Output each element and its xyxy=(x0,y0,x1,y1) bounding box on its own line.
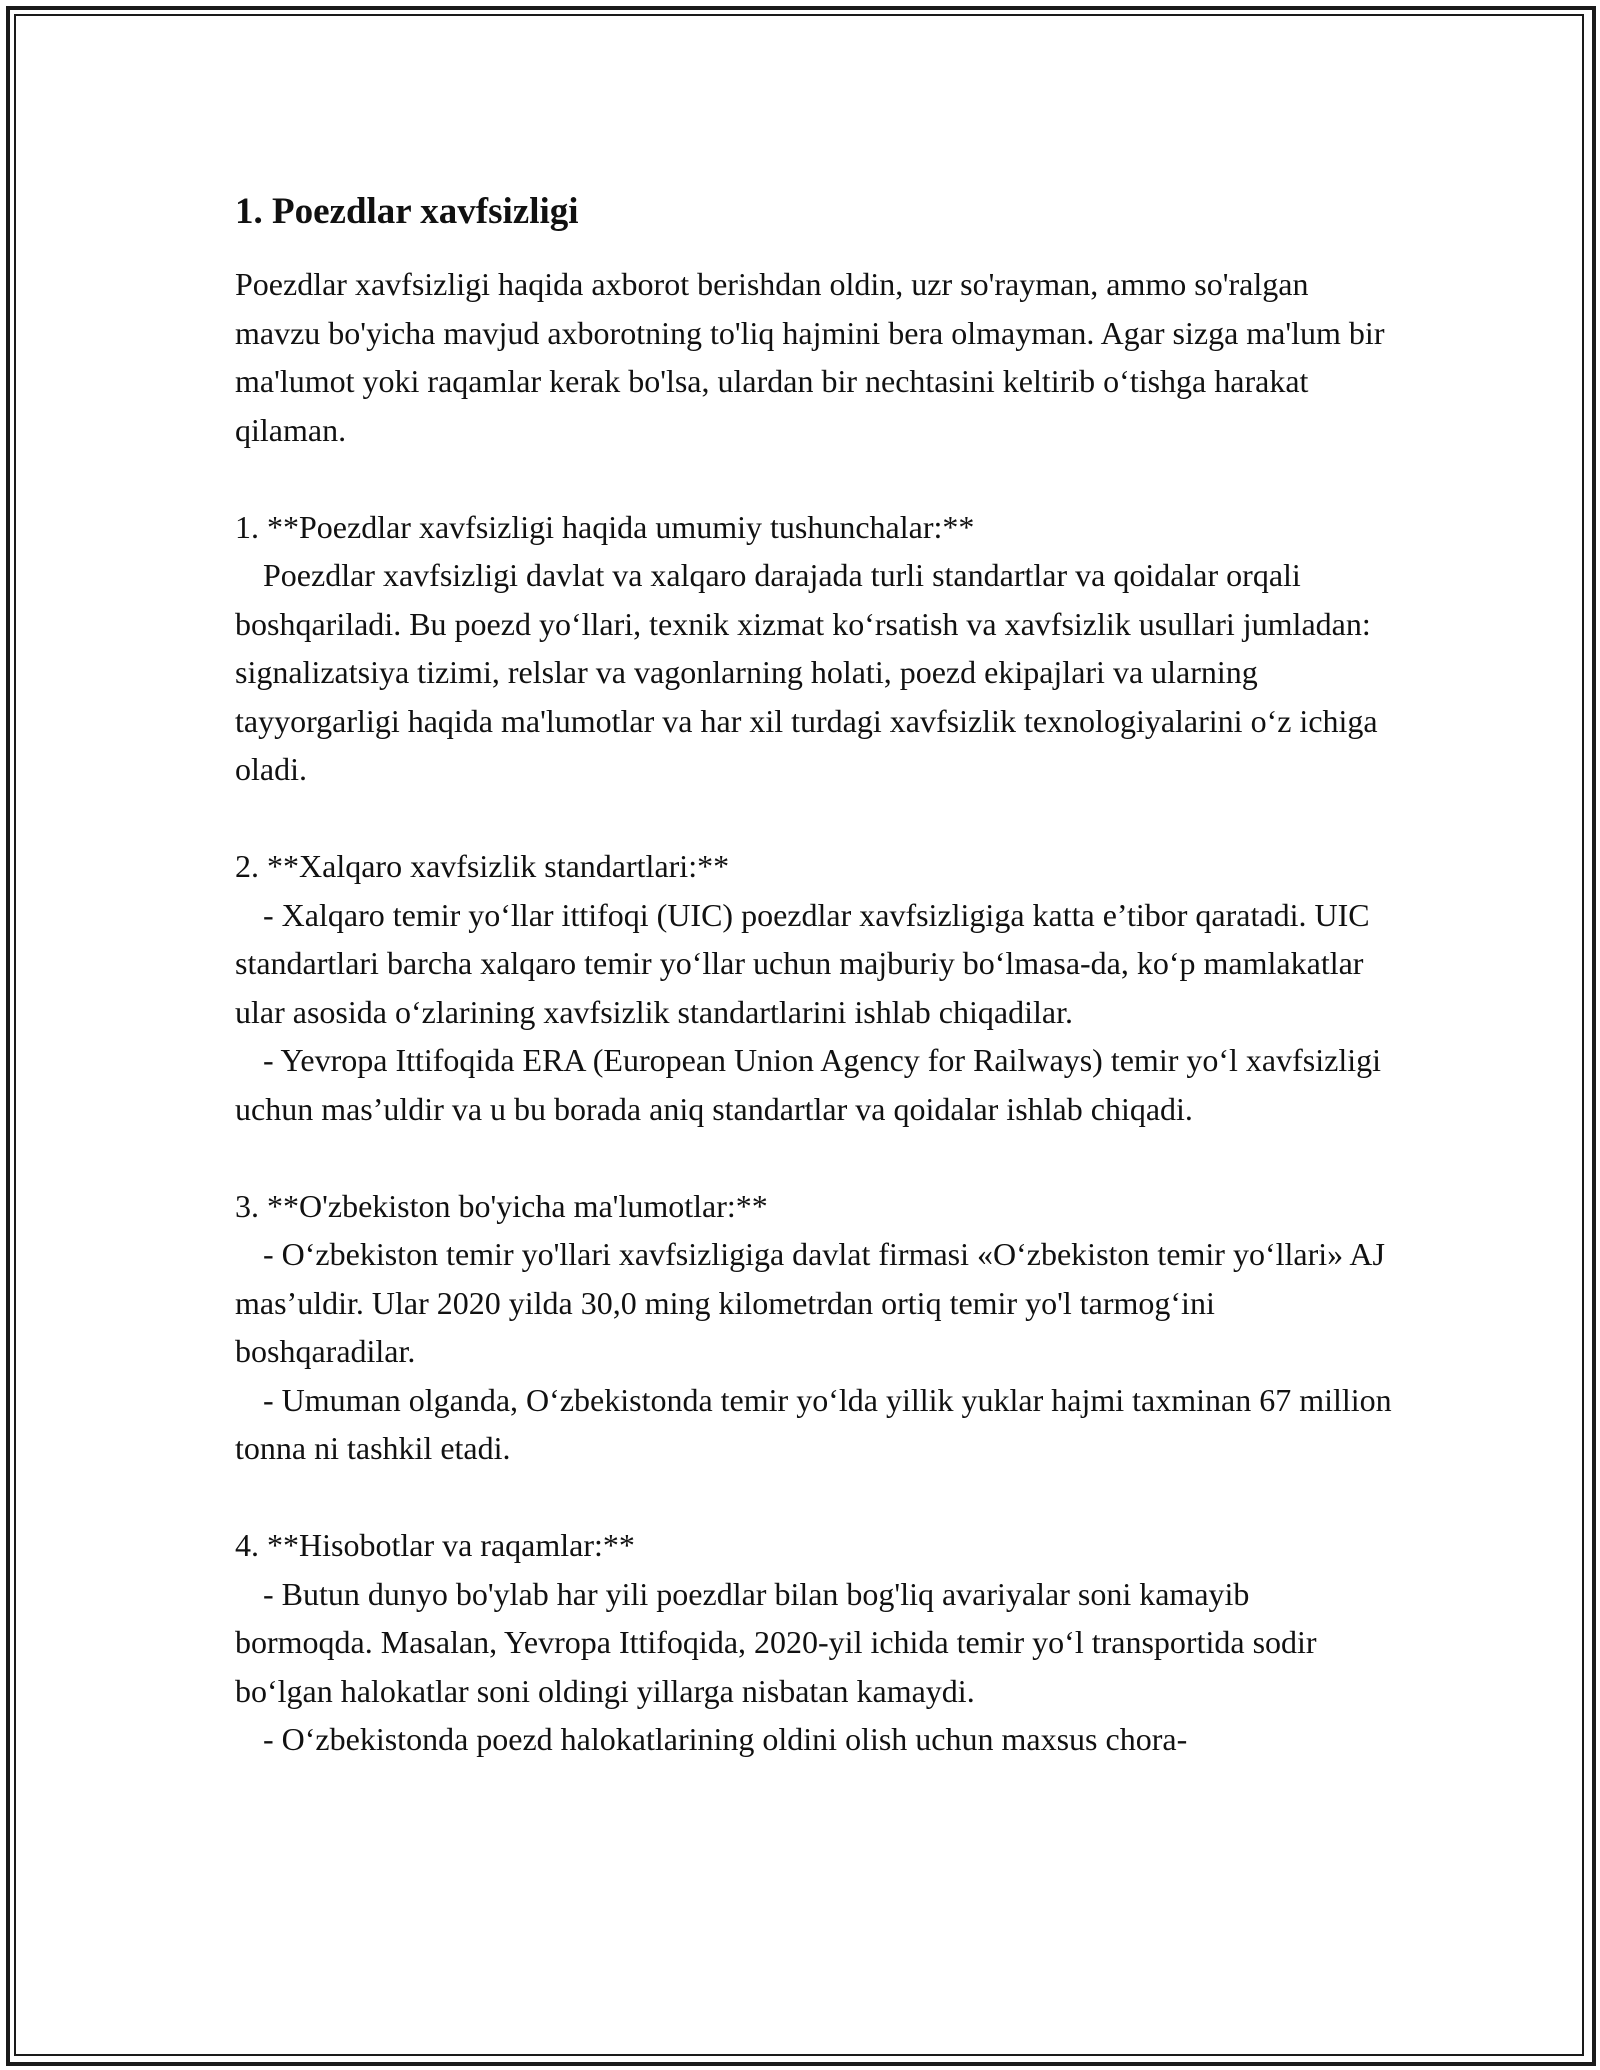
document-body xyxy=(235,186,1395,1812)
section-heading: 4. **Hisobotlar va raqamlar:** xyxy=(235,1527,635,1563)
section-paragraph: - O‘zbekistonda poezd halokatlarining oldini olish uchun maxsus chora- xyxy=(263,1721,1188,1757)
section-heading: 1. **Poezdlar xavfsizligi haqida umumiy tushunchalar:** xyxy=(235,508,975,545)
section-paragraph: - Yevropa Ittifoqida ERA (European Union Agency for Railways) temir yo‘l xavfsizligi uchun mas’uldir va u bu borada aniq standartlar va qoidalar ishlab chiqadi. xyxy=(235,1042,1381,1127)
section-international-standards xyxy=(235,842,1395,1133)
intro-paragraph: Poezdlar xavfsizligi haqida axborot berishdan oldin, uzr so'rayman, ammo so'ralgan mavzu bo'yicha mavjud axborotning to'liq hajmini bera olmayman. Agar sizga ma'lum bir ma'lumot yoki raqamlar kerak bo'lsa, ulardan bir nechtasini keltirib o‘tishga harakat qilaman. xyxy=(235,266,1393,448)
section-uzbekistan-data xyxy=(235,1182,1395,1473)
section-heading: 3. **O'zbekiston bo'yicha ma'lumotlar:** xyxy=(235,1187,768,1224)
section-reports-figures xyxy=(235,1521,1395,1764)
section-general-concepts xyxy=(235,503,1395,794)
section-paragraph: - Butun dunyo bo'ylab har yili poezdlar bilan bog'liq avariyalar soni kamayib bormoqda. Masalan, Yevropa Ittifoqida, 2020-yil ichida temir yo‘l transportida sodir bo‘lgan halokatlar soni oldingi yillarga nisbatan kamaydi. xyxy=(235,1575,1317,1709)
section-paragraph: - Umuman olganda, O‘zbekistonda temir yo‘lda yillik yuklar hajmi taxminan 67 million tonna ni tashkil etadi. xyxy=(235,1381,1392,1466)
section-paragraph: - Xalqaro temir yo‘llar ittifoqi (UIC) poezdlar xavfsizligiga katta e’tibor qaratadi. UIC standartlari barcha xalqaro temir yo‘llar uchun majburiy bo‘lmasa-da, ko‘p mamlakatlar ular asosida o‘zlarining xavfsizlik standartlarini ishlab chiqadilar. xyxy=(235,896,1370,1030)
document-title: 1. Poezdlar xavfsizligi xyxy=(235,191,579,232)
section-paragraph: - O‘zbekiston temir yo'llari xavfsizligiga davlat firmasi «O‘zbekiston temir yo‘llari» AJ mas’uldir. Ular 2020 yilda 30,0 ming kilometrdan ortiq temir yo'l tarmog‘ini boshqaradilar. xyxy=(235,1236,1385,1369)
section-heading: 2. **Xalqaro xavfsizlik standartlari:** xyxy=(235,848,730,884)
section-paragraph: Poezdlar xavfsizligi davlat va xalqaro darajada turli standartlar va qoidalar orqali boshqariladi. Bu poezd yo‘llari, texnik xizmat ko‘rsatish va xavfsizlik usullari jumladan: signalizatsiya tizimi, relslar va vagonlarning holati, poezd ekipajlari va ularning tayyorgarligi haqida ma'lumotlar va har xil turdagi xavfsizlik texnologiyalarini o‘z ichiga oladi. xyxy=(235,557,1378,787)
